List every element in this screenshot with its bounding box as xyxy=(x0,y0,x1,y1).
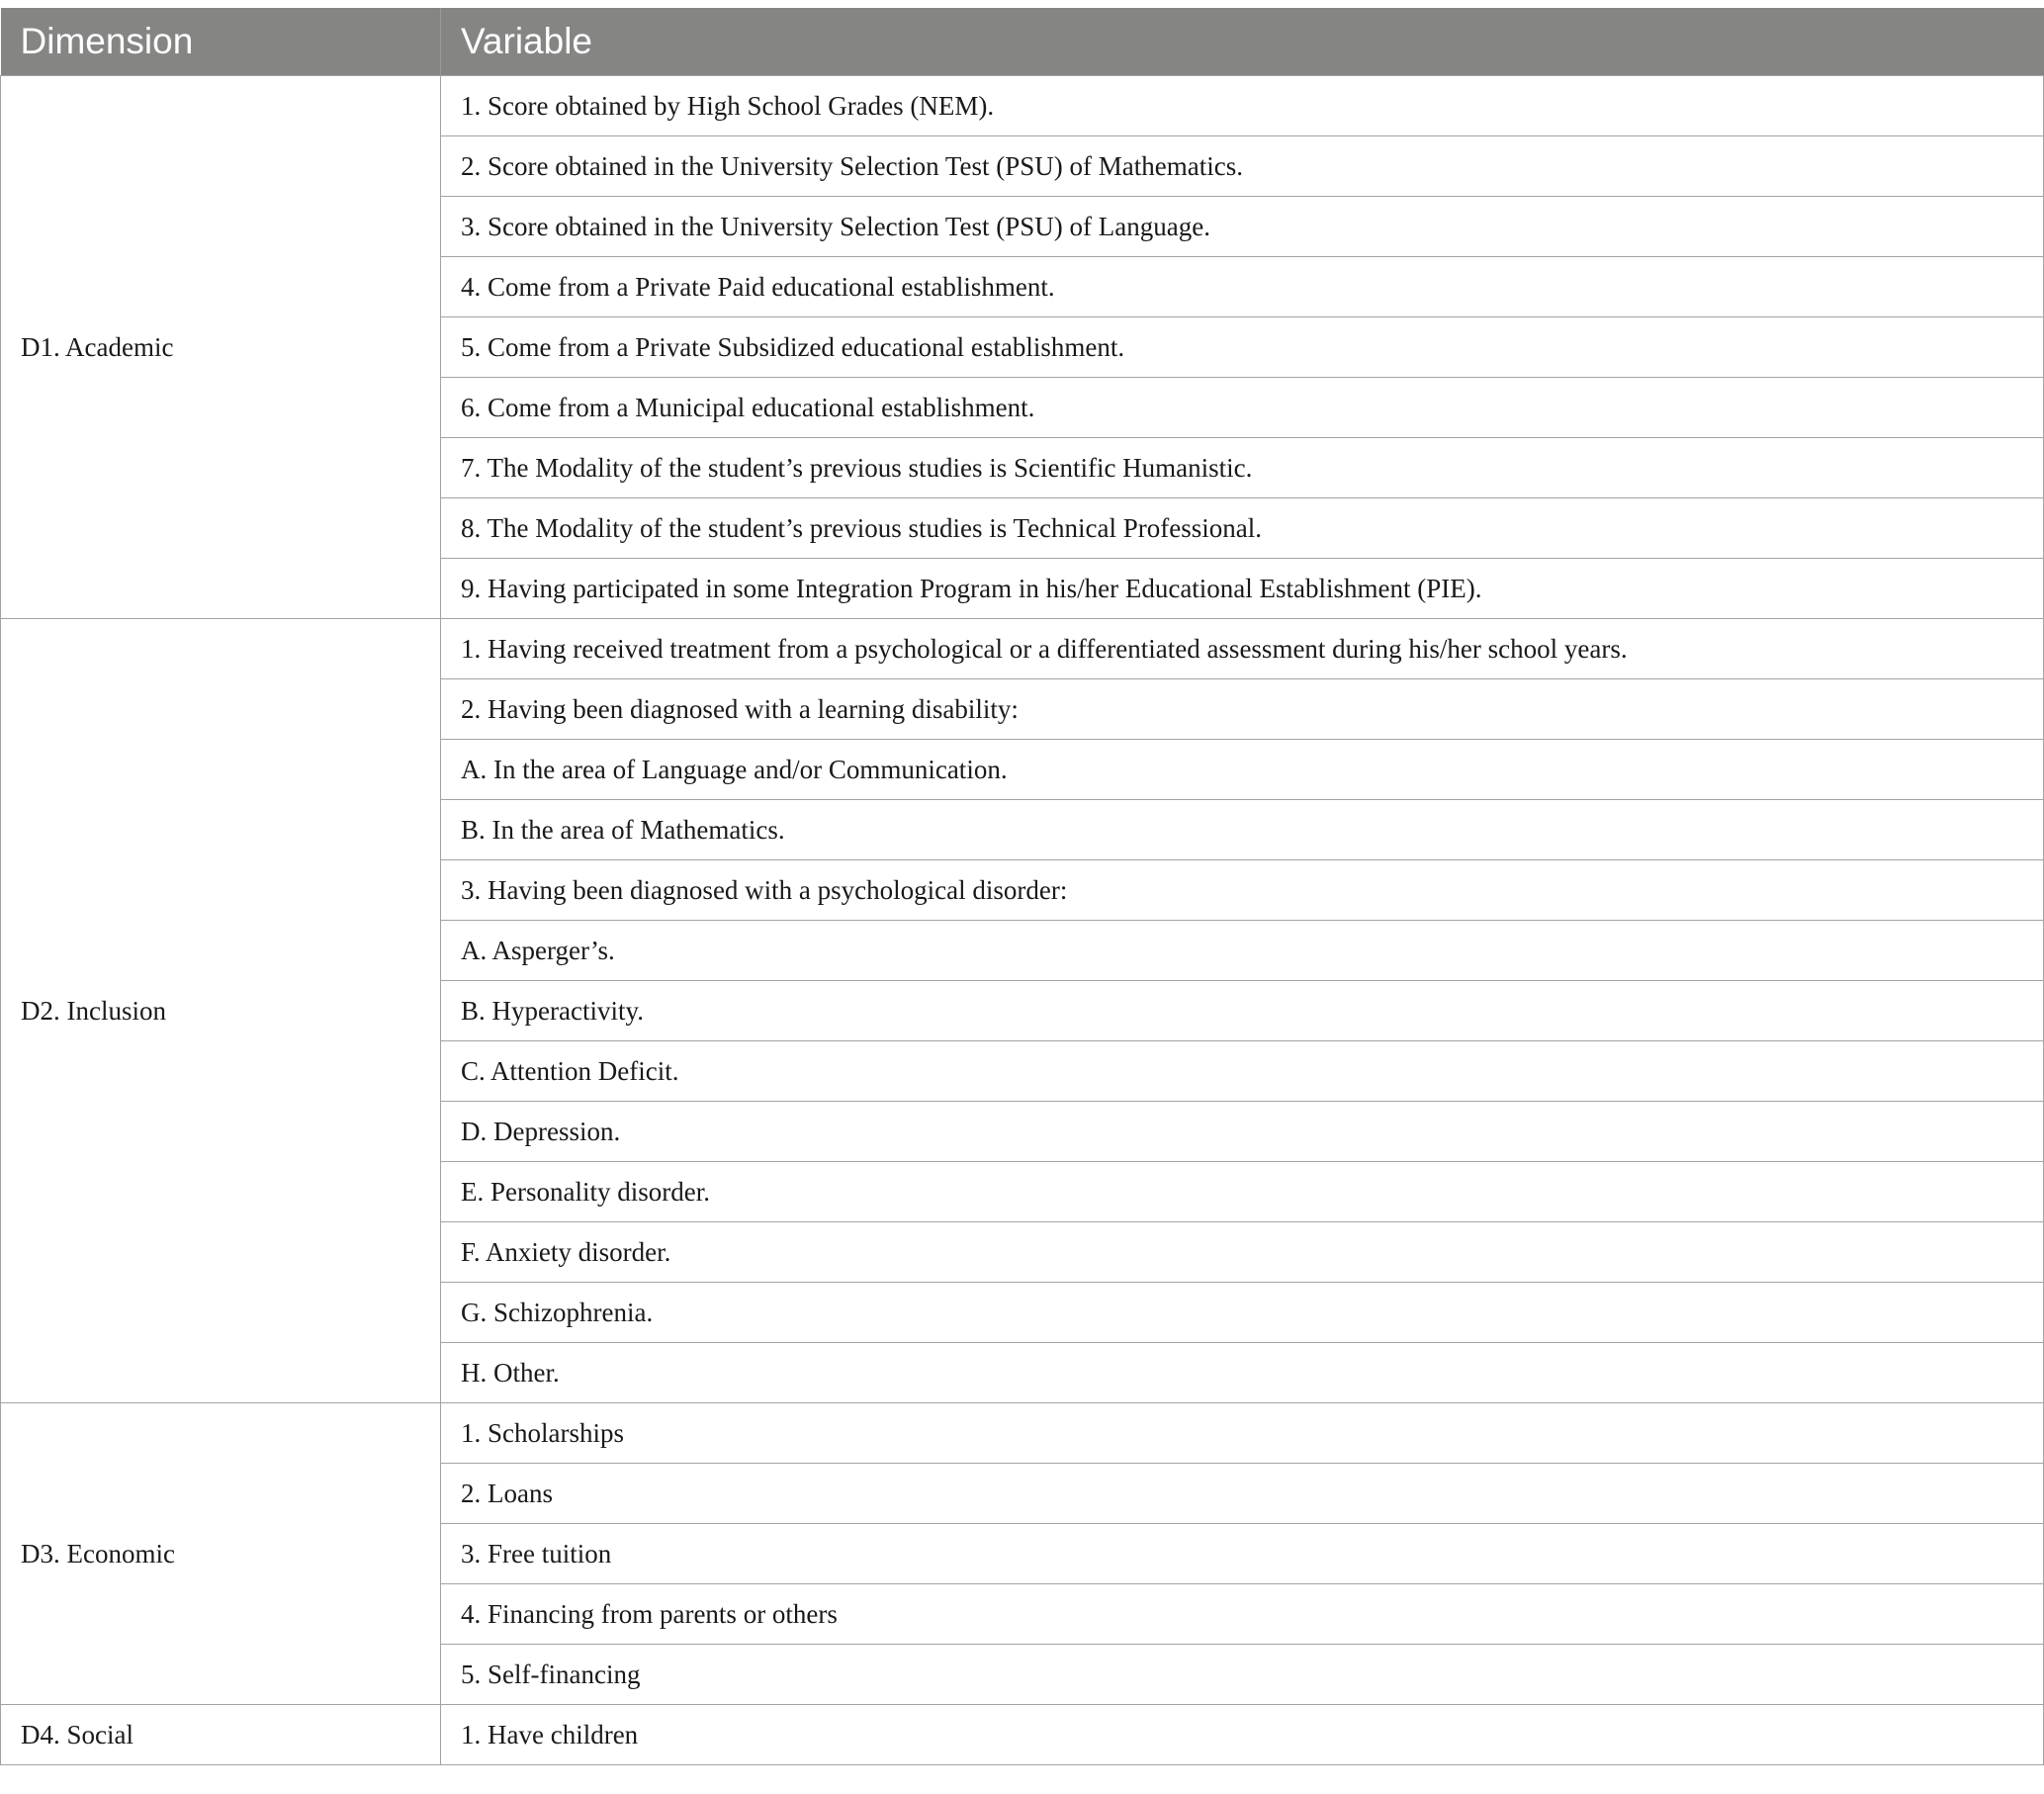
table-body xyxy=(1,76,2044,1765)
variable-cell: G. Schizophrenia. xyxy=(441,1283,2044,1343)
table-row xyxy=(1,619,2044,679)
variable-cell: B. Hyperactivity. xyxy=(441,981,2044,1041)
dimension-cell: D1. Academic xyxy=(1,76,441,619)
variable-cell: 5. Self-financing xyxy=(441,1645,2044,1705)
variable-cell: D. Depression. xyxy=(441,1102,2044,1162)
variable-cell: 1. Scholarships xyxy=(441,1403,2044,1464)
variable-cell: 8. The Modality of the student’s previous studies is Technical Professional. xyxy=(441,498,2044,559)
variable-cell: 3. Free tuition xyxy=(441,1524,2044,1584)
dimension-cell: D4. Social xyxy=(1,1705,441,1765)
variable-cell: 3. Score obtained in the University Selection Test (PSU) of Language. xyxy=(441,197,2044,257)
variable-cell: B. In the area of Mathematics. xyxy=(441,800,2044,860)
dimension-cell: D2. Inclusion xyxy=(1,619,441,1403)
variable-cell: C. Attention Deficit. xyxy=(441,1041,2044,1102)
table-row xyxy=(1,76,2044,136)
variable-cell: 4. Financing from parents or others xyxy=(441,1584,2044,1645)
variable-cell: 2. Having been diagnosed with a learning disability: xyxy=(441,679,2044,740)
variable-cell: 6. Come from a Municipal educational establishment. xyxy=(441,378,2044,438)
dimension-variable-table xyxy=(0,8,2044,1765)
variable-cell: F. Anxiety disorder. xyxy=(441,1222,2044,1283)
variable-cell: A. In the area of Language and/or Communication. xyxy=(441,740,2044,800)
header-dimension: Dimension xyxy=(1,8,441,76)
table-row xyxy=(1,1403,2044,1464)
variable-cell: 1. Having received treatment from a psychological or a differentiated assessment during his/her school years. xyxy=(441,619,2044,679)
variable-cell: 2. Score obtained in the University Selection Test (PSU) of Mathematics. xyxy=(441,136,2044,197)
variable-cell: 1. Have children xyxy=(441,1705,2044,1765)
table-row xyxy=(1,1705,2044,1765)
variable-cell: 3. Having been diagnosed with a psychological disorder: xyxy=(441,860,2044,921)
table-header xyxy=(1,8,2044,76)
variable-cell: 1. Score obtained by High School Grades (NEM). xyxy=(441,76,2044,136)
variable-cell: A. Asperger’s. xyxy=(441,921,2044,981)
variable-cell: 7. The Modality of the student’s previous studies is Scientific Humanistic. xyxy=(441,438,2044,498)
dimension-cell: D3. Economic xyxy=(1,1403,441,1705)
header-row xyxy=(1,8,2044,76)
variable-cell: 5. Come from a Private Subsidized educational establishment. xyxy=(441,317,2044,378)
variable-cell: 2. Loans xyxy=(441,1464,2044,1524)
variable-cell: 9. Having participated in some Integration Program in his/her Educational Establishment (PIE). xyxy=(441,559,2044,619)
header-variable: Variable xyxy=(441,8,2044,76)
variable-cell: H. Other. xyxy=(441,1343,2044,1403)
variable-cell: 4. Come from a Private Paid educational establishment. xyxy=(441,257,2044,317)
table-container xyxy=(0,8,2044,1765)
variable-cell: E. Personality disorder. xyxy=(441,1162,2044,1222)
